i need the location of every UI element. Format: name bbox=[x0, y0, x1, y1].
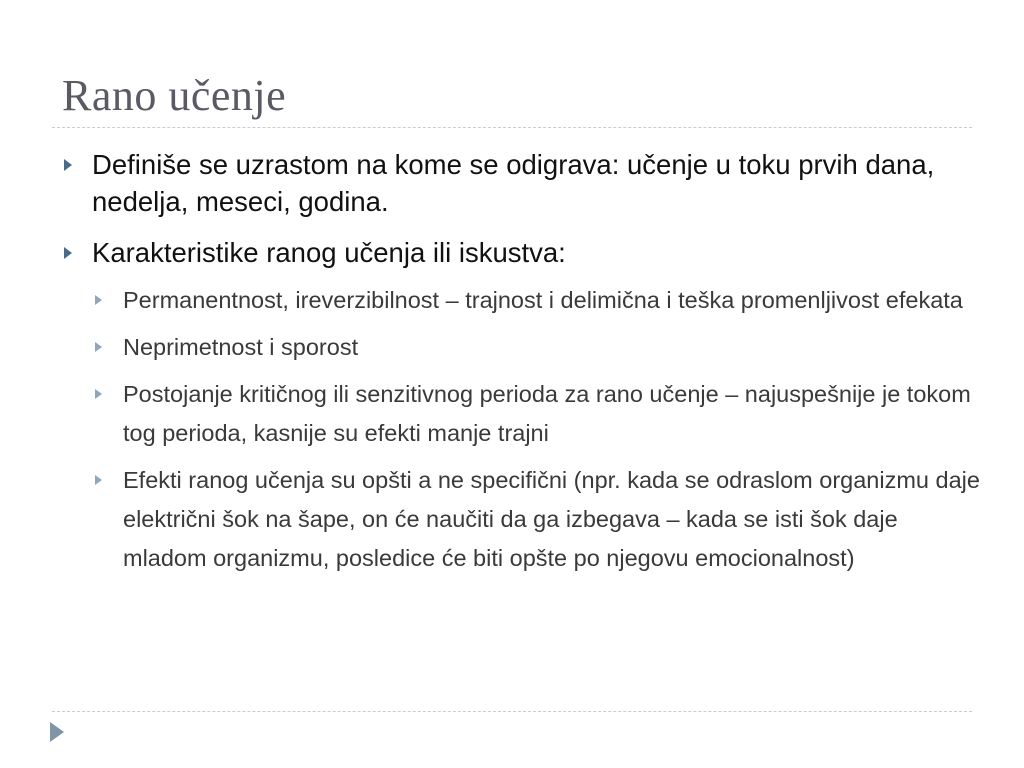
sub-bullet-item bbox=[92, 461, 980, 578]
sub-bullet-item bbox=[92, 375, 980, 453]
slide-title: Rano učenje bbox=[62, 71, 287, 120]
triangle-right-icon bbox=[95, 389, 102, 399]
sub-bullet-item bbox=[92, 281, 980, 320]
slide-body bbox=[60, 146, 980, 586]
triangle-right-icon bbox=[95, 342, 102, 352]
sub-bullet-item bbox=[92, 328, 980, 367]
triangle-right-icon bbox=[64, 247, 72, 259]
next-slide-icon[interactable] bbox=[50, 722, 64, 742]
bullet-text: Karakteristike ranog učenja ili iskustva: bbox=[92, 237, 566, 268]
sub-bullet-text: Postojanje kritičnog ili senzitivnog perioda za rano učenje – najuspešnije je tokom tog perioda, kasnije su efekti manje trajni bbox=[123, 381, 971, 446]
triangle-right-icon bbox=[64, 159, 72, 171]
footer-divider bbox=[52, 711, 972, 712]
sub-bullet-text: Permanentnost, ireverzibilnost – trajnost i delimična i teška promenljivost efekata bbox=[123, 287, 963, 313]
bullet-item bbox=[60, 146, 980, 220]
title-divider bbox=[52, 127, 972, 128]
bullet-text: Definiše se uzrastom na kome se odigrava: učenje u toku prvih dana, nedelja, meseci, godina. bbox=[92, 149, 935, 217]
sub-bullet-text: Neprimetnost i sporost bbox=[123, 334, 359, 360]
triangle-right-icon bbox=[95, 475, 102, 485]
bullet-item bbox=[60, 234, 980, 271]
sub-bullet-list bbox=[92, 281, 980, 578]
sub-bullet-text: Efekti ranog učenja su opšti a ne specifični (npr. kada se odraslom organizmu daje električni šok na šape, on će naučiti da ga izbegava – kada se isti šok daje mladom organizmu, posledice će biti opšte po njegovu emocionalnost) bbox=[123, 467, 980, 571]
triangle-right-icon bbox=[95, 295, 102, 305]
